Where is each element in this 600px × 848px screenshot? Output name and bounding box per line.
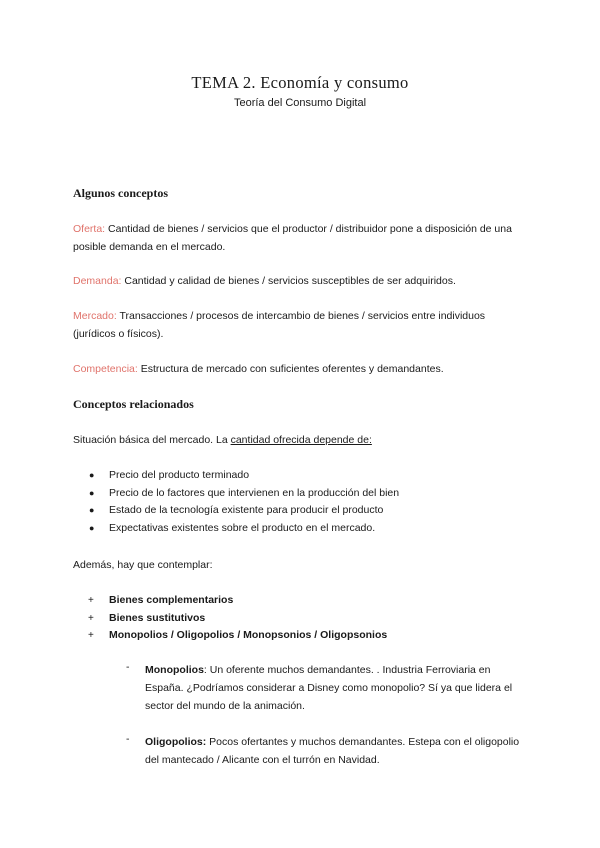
definition-text: Cantidad de bienes / servicios que el productor / distribuidor pone a disposición de una posible demanda en el mercado. — [73, 223, 512, 253]
list-item-text: Estado de la tecnología existente para producir el producto — [109, 504, 384, 516]
subitem-oligopolios — [145, 733, 530, 769]
definition-demanda — [73, 272, 528, 290]
list-item — [0, 592, 600, 610]
subitem-term: Oligopolios: — [145, 736, 207, 748]
list-item-text: Bienes complementarios — [109, 594, 234, 606]
bullet-icon: ● — [89, 522, 95, 533]
bullet-icon: ● — [89, 505, 95, 515]
list-item — [0, 467, 600, 485]
list-item-text: Precio de lo factores que intervienen en la producción del bien — [109, 486, 400, 499]
definition-text: Cantidad y calidad de bienes / servicios susceptibles de ser adquiridos. — [121, 275, 456, 287]
plus-icon: + — [88, 630, 94, 641]
list-item — [0, 627, 600, 645]
dash-icon: - — [126, 733, 130, 745]
section-heading-conceptos-relacionados: Conceptos relacionados — [73, 397, 194, 411]
subitem-monopolios — [145, 661, 530, 715]
also-paragraph: Además, hay que contemplar: — [73, 559, 213, 571]
plus-icon: + — [88, 595, 94, 606]
bullet-icon: ● — [89, 487, 95, 498]
list-item-text: Bienes sustitutivos — [109, 611, 206, 624]
definition-text: Transacciones / procesos de intercambio de bienes / servicios entre individuos (jurídicos o físicos). — [73, 310, 486, 340]
list-item — [0, 502, 600, 520]
intro-underlined-text: cantidad ofrecida depende de: — [230, 434, 372, 446]
term-demanda: Demanda: — [73, 275, 122, 287]
subitem-term: Monopolios — [145, 664, 204, 676]
list-item — [0, 485, 600, 503]
subitem-text: : Un oferente muchos demandantes. . Industria Ferroviaria en España. ¿Podríamos considerar a Disney como monopolio? Sí ya que lidera el sector del mundo de la animación. — [145, 664, 513, 712]
term-mercado: Mercado: — [73, 310, 117, 322]
goods-list — [0, 592, 600, 645]
list-item — [0, 520, 600, 538]
definition-competencia — [73, 360, 528, 378]
dash-icon: - — [126, 661, 130, 673]
page-title: TEMA 2. Economía y consumo — [191, 73, 409, 92]
subitem-text: Pocos ofertantes y muchos demandantes. Estepa con el oligopolio del mantecado / Alicante con el turrón en Navidad. — [145, 736, 520, 766]
definition-text: Estructura de mercado con suficientes oferentes y demandantes. — [137, 363, 444, 375]
term-oferta: Oferta: — [73, 223, 106, 235]
list-item — [0, 610, 600, 628]
list-item-text: Monopolios / Oligopolios / Monopsonios / Oligopsonios — [109, 629, 388, 641]
definition-oferta — [73, 220, 528, 256]
plus-icon: + — [88, 612, 94, 624]
intro-text: Situación básica del mercado. La — [73, 434, 231, 446]
page-subtitle: Teoría del Consumo Digital — [233, 97, 367, 109]
term-competencia: Competencia: — [73, 363, 138, 375]
factors-list — [0, 467, 600, 537]
section-heading-algunos-conceptos: Algunos conceptos — [73, 186, 169, 200]
list-item-text: Precio del producto terminado — [109, 469, 250, 481]
intro-paragraph — [73, 431, 528, 449]
bullet-icon: ● — [89, 470, 95, 480]
list-item-text: Expectativas existentes sobre el producto en el mercado. — [109, 521, 376, 534]
definition-mercado — [73, 307, 528, 343]
